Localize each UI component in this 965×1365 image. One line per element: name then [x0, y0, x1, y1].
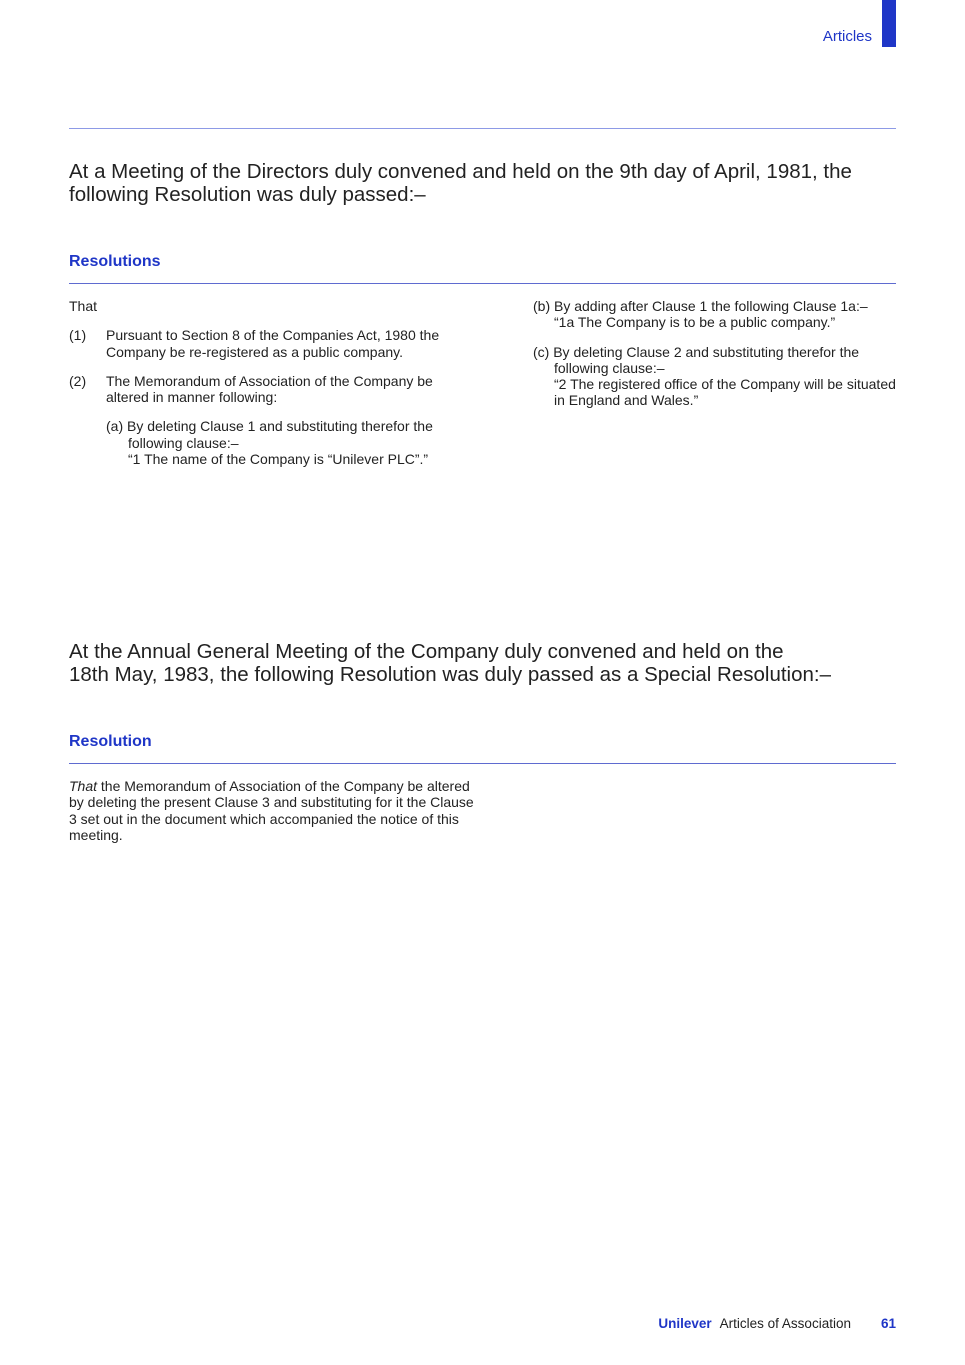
- resolution-subheading: Resolution: [69, 733, 152, 750]
- item-text: The Memorandum of Association of the Company be altered in manner following:: [106, 372, 433, 406]
- sub-clause-text: (c) By deleting Clause 2 and substituting therefor the following clause:–: [533, 343, 860, 376]
- section-label: Articles: [822, 28, 872, 45]
- footer-document-title: Articles of Association: [719, 1316, 851, 1331]
- resolution-intro: That: [69, 298, 98, 314]
- sub-clause-text: (b) By adding after Clause 1 the following Clause 1a:–: [533, 298, 868, 314]
- page-footer: [658, 1316, 896, 1331]
- resolution-body: the Memorandum of Association of the Company be altered by deleting the present Clause 3 and substituting for it the Clause 3 set out in the document which accompanied the notice of this meeting.: [69, 778, 474, 843]
- sub-clause-a: [106, 418, 469, 467]
- item-number: (1): [69, 327, 87, 344]
- resolutions-divider: [69, 283, 896, 284]
- meeting-1981-heading: At a Meeting of the Directors duly convened and held on the 9th day of April, 1981, the following Resolution was duly passed:–: [69, 160, 852, 206]
- resolution-divider: [69, 763, 896, 764]
- page-number: 61: [880, 1316, 896, 1331]
- resolution-lead-word: That: [69, 778, 98, 794]
- meeting-1983-heading: [69, 640, 896, 686]
- sub-clause-c: [533, 344, 896, 409]
- item-number: (2): [69, 372, 87, 389]
- resolution-item-1: [69, 327, 469, 360]
- item-text: Pursuant to Section 8 of the Companies Act, 1980 the Company be re-registered as a public company.: [106, 327, 440, 360]
- sub-clause-quote: “2 The registered office of the Company will be situated in England and Wales.”: [554, 376, 896, 409]
- section-marker-bar: [882, 0, 896, 47]
- heading-line-2: 18th May, 1983, the following Resolution was duly passed as a Special Resolution:–: [69, 663, 831, 686]
- footer-brand: Unilever: [658, 1316, 712, 1331]
- resolution-item-2: [69, 373, 469, 406]
- sub-clause-b: [533, 298, 896, 331]
- sub-clause-text: (a) By deleting Clause 1 and substituting therefor the following clause:–: [106, 418, 433, 451]
- resolutions-left-column: [69, 298, 469, 480]
- sub-clause-quote: “1 The name of the Company is “Unilever PLC”.”: [128, 451, 429, 468]
- resolution-1983-text: [69, 778, 474, 843]
- heading-line-1: At the Annual General Meeting of the Company duly convened and held on the: [69, 640, 784, 663]
- sub-clause-quote: “1a The Company is to be a public company.”: [554, 314, 836, 331]
- top-divider: [69, 128, 896, 129]
- resolutions-subheading: Resolutions: [69, 253, 161, 270]
- resolutions-right-column: [533, 298, 896, 422]
